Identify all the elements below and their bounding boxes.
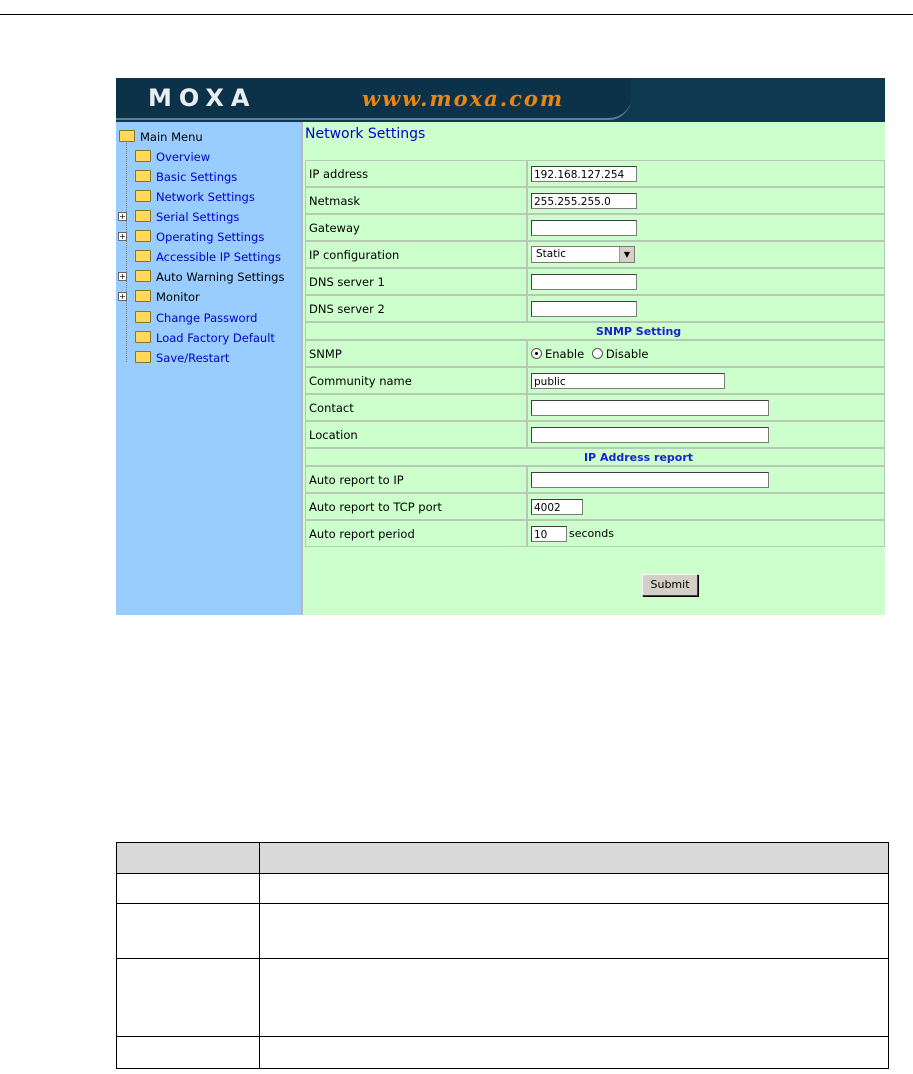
sidebar-item-load-factory-default[interactable]: Load Factory Default: [135, 330, 275, 346]
section-row: [305, 448, 885, 466]
dns-server-2-label: DNS server 2: [305, 295, 527, 322]
folder-icon: [135, 230, 151, 242]
table-row: [117, 874, 889, 904]
netmask-input[interactable]: 255.255.255.0: [531, 193, 637, 209]
folder-icon: [135, 331, 151, 343]
sidebar-item-basic-settings[interactable]: Basic Settings: [135, 169, 237, 185]
auto-report-tcp-port-label: Auto report to TCP port: [305, 493, 527, 520]
table-header-row: [117, 843, 889, 874]
dropdown-arrow-icon[interactable]: ▼: [619, 247, 634, 262]
community-name-input[interactable]: public: [531, 373, 725, 389]
expand-plus-icon[interactable]: +: [119, 292, 126, 301]
form-row: [305, 295, 885, 322]
moxa-website[interactable]: www.moxa.com: [362, 86, 565, 111]
sidebar-item-auto-warning-settings[interactable]: + Auto Warning Settings: [119, 270, 285, 284]
folder-icon: [135, 270, 151, 282]
table-cell: [117, 959, 260, 1037]
ip-configuration-label: IP configuration: [305, 241, 527, 268]
ip-address-report-heading: IP Address report: [305, 448, 885, 466]
expand-plus-icon[interactable]: +: [119, 272, 126, 281]
auto-report-period-label: Auto report period: [305, 520, 527, 547]
network-settings-panel: [303, 122, 885, 615]
section-row: [305, 322, 885, 340]
folder-icon: [135, 290, 151, 302]
table-row: [117, 904, 889, 959]
form-row: [305, 421, 885, 448]
table-header-cell: [117, 843, 260, 874]
netmask-label: Netmask: [305, 187, 527, 214]
snmp-enable-radio[interactable]: [531, 348, 542, 359]
folder-icon: [135, 311, 151, 323]
form-row: [305, 241, 885, 268]
dns-server-2-input[interactable]: [531, 301, 637, 317]
menu-tree-line: [126, 138, 127, 362]
dns-server-1-label: DNS server 1: [305, 268, 527, 295]
moxa-banner: [116, 78, 885, 122]
ip-address-input[interactable]: 192.168.127.254: [531, 166, 637, 182]
sidebar-item-network-settings[interactable]: Network Settings: [135, 189, 255, 205]
sidebar-item-serial-settings[interactable]: + Serial Settings: [119, 210, 240, 224]
page-header-rule: [0, 14, 913, 15]
folder-icon: [135, 190, 151, 202]
folder-open-icon: [119, 130, 135, 142]
sidebar-item-save-restart[interactable]: Save/Restart: [135, 350, 229, 366]
snmp-label: SNMP: [305, 340, 527, 367]
ip-address-label: IP address: [305, 160, 527, 187]
contact-input[interactable]: [531, 400, 769, 416]
sidebar-item-overview[interactable]: Overview: [135, 149, 210, 165]
snmp-enable-label: Enable: [545, 346, 585, 361]
table-cell: [117, 904, 260, 959]
table-cell: [260, 874, 889, 904]
folder-icon: [135, 351, 151, 363]
form-row: [305, 520, 885, 547]
location-label: Location: [305, 421, 527, 448]
community-name-label: Community name: [305, 367, 527, 394]
gateway-label: Gateway: [305, 214, 527, 241]
auto-report-ip-label: Auto report to IP: [305, 466, 527, 493]
form-row: [305, 268, 885, 295]
page-title: Network Settings: [305, 126, 426, 142]
gateway-input[interactable]: [531, 220, 637, 236]
seconds-unit: seconds: [569, 527, 614, 540]
expand-plus-icon[interactable]: +: [119, 212, 126, 221]
table-cell: [260, 959, 889, 1037]
sidebar-item-operating-settings[interactable]: + Operating Settings: [119, 230, 265, 244]
contact-label: Contact: [305, 394, 527, 421]
sidebar-item-accessible-ip-settings[interactable]: Accessible IP Settings: [135, 249, 281, 265]
auto-report-tcp-port-input[interactable]: 4002: [531, 499, 583, 515]
main-menu-sidebar: [116, 122, 303, 615]
snmp-radio-group: [527, 340, 885, 367]
form-row: [305, 466, 885, 493]
dns-server-1-input[interactable]: [531, 274, 637, 290]
form-row: [305, 340, 885, 367]
table-header-cell: [260, 843, 889, 874]
folder-icon: [135, 170, 151, 182]
form-row: [305, 493, 885, 520]
form-row: [305, 367, 885, 394]
web-console-screenshot: [116, 78, 885, 615]
form-row: [305, 214, 885, 241]
folder-icon: [135, 210, 151, 222]
auto-report-period-input[interactable]: 10: [531, 526, 567, 542]
snmp-setting-heading: SNMP Setting: [305, 322, 885, 340]
table-cell: [260, 1037, 889, 1069]
settings-description-table: [116, 842, 889, 1069]
main-menu-root[interactable]: Main Menu: [119, 129, 203, 145]
snmp-disable-label: Disable: [605, 346, 649, 361]
snmp-disable-radio[interactable]: [592, 348, 603, 359]
network-settings-form: [305, 160, 885, 547]
location-input[interactable]: [531, 427, 769, 443]
folder-icon: [135, 150, 151, 162]
folder-icon: [135, 250, 151, 262]
form-row: [305, 394, 885, 421]
form-row: [305, 187, 885, 214]
auto-report-ip-input[interactable]: [531, 472, 769, 488]
table-cell: [117, 1037, 260, 1069]
ip-configuration-select[interactable]: Static ▼: [531, 246, 635, 263]
table-row: [117, 1037, 889, 1069]
expand-plus-icon[interactable]: +: [119, 232, 126, 241]
submit-button[interactable]: Submit: [642, 574, 698, 596]
form-row: [305, 160, 885, 187]
sidebar-item-monitor[interactable]: + Monitor: [119, 290, 200, 304]
moxa-logo: MOXA: [148, 84, 257, 112]
table-cell: [117, 874, 260, 904]
sidebar-item-change-password[interactable]: Change Password: [135, 310, 257, 326]
table-row: [117, 959, 889, 1037]
table-cell: [260, 904, 889, 959]
